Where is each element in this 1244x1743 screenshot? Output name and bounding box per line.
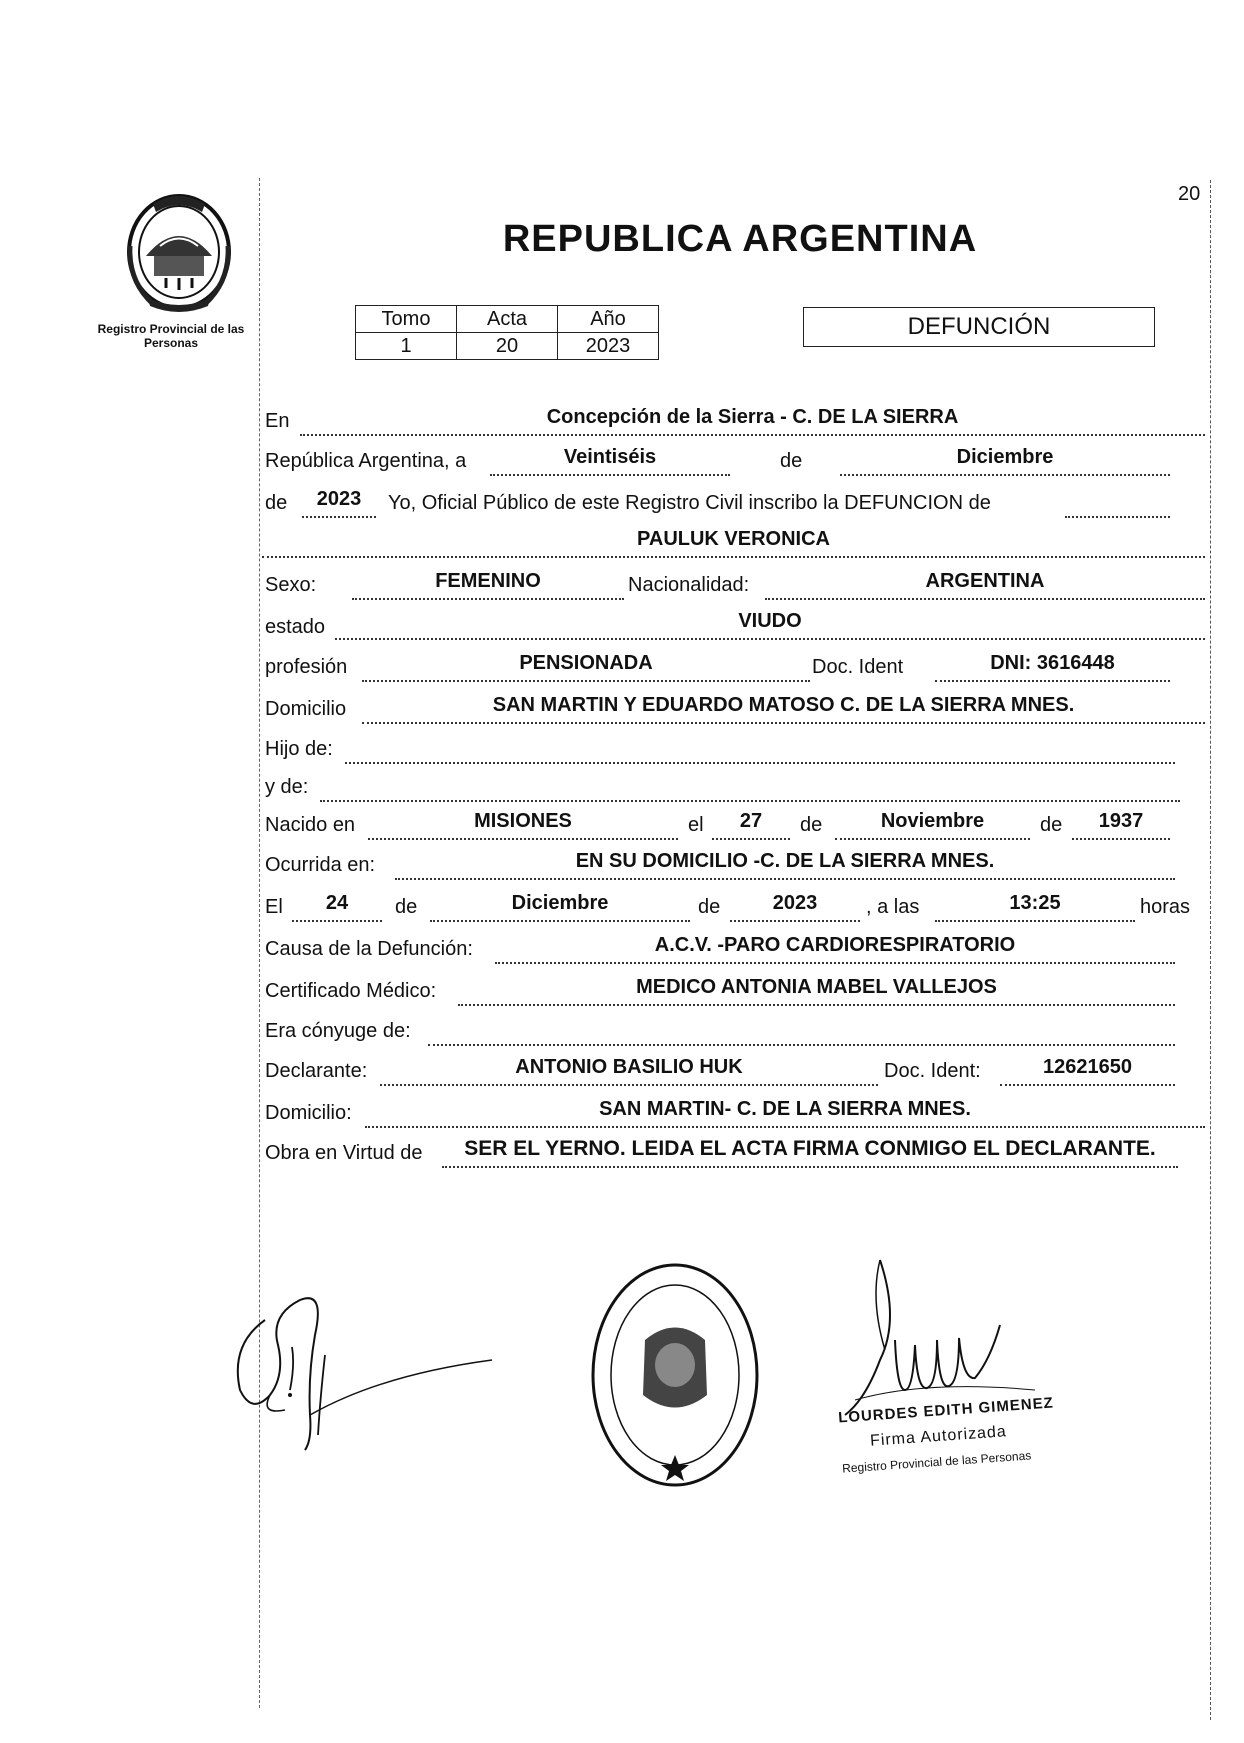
- signer-name: LOURDES EDITH GIMENEZ: [837, 1394, 1055, 1427]
- label-causa: Causa de la Defunción:: [265, 938, 473, 960]
- label-de-2: de: [265, 492, 288, 514]
- field-nacimiento-mes: Noviembre: [835, 810, 1030, 840]
- label-de-4: de: [1040, 814, 1063, 836]
- signer-role: Firma Autorizada: [869, 1423, 1008, 1450]
- label-el-lower: el: [688, 814, 704, 836]
- label-domicilio: Domicilio: [265, 698, 347, 720]
- label-profesion: profesión: [265, 656, 348, 678]
- anio-value: 2023: [558, 333, 659, 360]
- document-type-box: DEFUNCIÓN: [803, 307, 1155, 347]
- label-de-1: de: [780, 450, 803, 472]
- field-fallecimiento-dia: 24: [292, 892, 382, 922]
- label-republica: República Argentina, a: [265, 450, 467, 472]
- field-sexo: FEMENINO: [352, 570, 624, 600]
- field-localidad: Concepción de la Sierra - C. DE LA SIERRA: [300, 406, 1205, 436]
- field-anio-inscripcion: 2023: [302, 488, 376, 518]
- field-blank-1: [1065, 488, 1170, 518]
- field-nombre: PAULUK VERONICA: [262, 528, 1205, 558]
- label-de-6: de: [698, 896, 721, 918]
- label-nacido-en: Nacido en: [265, 814, 356, 836]
- declarante-signature-icon: [230, 1225, 500, 1465]
- label-hijo-de: Hijo de:: [265, 738, 333, 760]
- field-obra-en-virtud: SER EL YERNO. LEIDA EL ACTA FIRMA CONMIGO EL DECLARANTE.: [442, 1138, 1178, 1168]
- label-el: El: [265, 896, 283, 918]
- tomo-header: Tomo: [356, 306, 457, 333]
- label-doc-ident-declarante: Doc. Ident:: [884, 1060, 981, 1082]
- field-nacionalidad: ARGENTINA: [765, 570, 1205, 600]
- label-doc-ident: Doc. Ident: [812, 656, 904, 678]
- label-sexo: Sexo:: [265, 574, 317, 596]
- field-conyuge: [428, 1016, 1175, 1046]
- field-domicilio: SAN MARTIN Y EDUARDO MATOSO C. DE LA SIERRA MNES.: [362, 694, 1205, 724]
- acta-value: 20: [457, 333, 558, 360]
- page-title: REPUBLICA ARGENTINA: [502, 218, 978, 260]
- field-y-de: [320, 772, 1180, 802]
- label-a-las: , a las: [866, 896, 920, 918]
- field-hijo-de: [345, 734, 1175, 764]
- tomo-value: 1: [356, 333, 457, 360]
- acta-header: Acta: [457, 306, 558, 333]
- field-fallecimiento-anio: 2023: [730, 892, 860, 922]
- label-en: En: [265, 410, 290, 432]
- registro-label: Registro Provincial de las Personas: [97, 322, 245, 350]
- label-de-5: de: [395, 896, 418, 918]
- field-dia-inscripcion: Veintiséis: [490, 446, 730, 476]
- field-declarante-domicilio: SAN MARTIN- C. DE LA SIERRA MNES.: [365, 1098, 1205, 1128]
- anio-header: Año: [558, 306, 659, 333]
- label-conyuge: Era cónyuge de:: [265, 1020, 411, 1042]
- field-certificado: MEDICO ANTONIA MABEL VALLEJOS: [458, 976, 1175, 1006]
- acta-table: [355, 305, 659, 360]
- field-nacimiento-anio: 1937: [1072, 810, 1170, 840]
- field-declarante: ANTONIO BASILIO HUK: [380, 1056, 878, 1086]
- label-y-de: y de:: [265, 776, 309, 798]
- field-doc-ident: DNI: 3616448: [935, 652, 1170, 682]
- field-ocurrida-en: EN SU DOMICILIO -C. DE LA SIERRA MNES.: [395, 850, 1175, 880]
- label-obra-en-virtud: Obra en Virtud de: [265, 1142, 423, 1164]
- left-margin-guide: [259, 178, 260, 1708]
- label-domicilio-declarante: Domicilio:: [265, 1102, 352, 1124]
- field-mes-inscripcion: Diciembre: [840, 446, 1170, 476]
- registry-seal-icon: [585, 1255, 765, 1495]
- field-nacimiento-dia: 27: [712, 810, 790, 840]
- field-hora: 13:25: [935, 892, 1135, 922]
- field-fallecimiento-mes: Diciembre: [430, 892, 690, 922]
- right-margin-guide: [1210, 180, 1211, 1720]
- field-profesion: PENSIONADA: [362, 652, 810, 682]
- page-number: 20: [1178, 183, 1201, 205]
- label-nacionalidad: Nacionalidad:: [628, 574, 750, 596]
- field-declarante-doc: 12621650: [1000, 1056, 1175, 1086]
- field-nacido-en: MISIONES: [368, 810, 678, 840]
- provincial-crest-icon: [108, 186, 250, 316]
- label-certificado: Certificado Médico:: [265, 980, 437, 1002]
- signer-org: Registro Provincial de las Personas: [841, 1448, 1032, 1476]
- label-de-3: de: [800, 814, 823, 836]
- label-horas: horas: [1140, 896, 1191, 918]
- label-declarante: Declarante:: [265, 1060, 368, 1082]
- field-causa: A.C.V. -PARO CARDIORESPIRATORIO: [495, 934, 1175, 964]
- field-estado: VIUDO: [335, 610, 1205, 640]
- label-yo-oficial: Yo, Oficial Público de este Registro Civil inscribo la DEFUNCION de: [388, 492, 991, 514]
- label-ocurrida-en: Ocurrida en:: [265, 854, 376, 876]
- label-estado: estado: [265, 616, 326, 638]
